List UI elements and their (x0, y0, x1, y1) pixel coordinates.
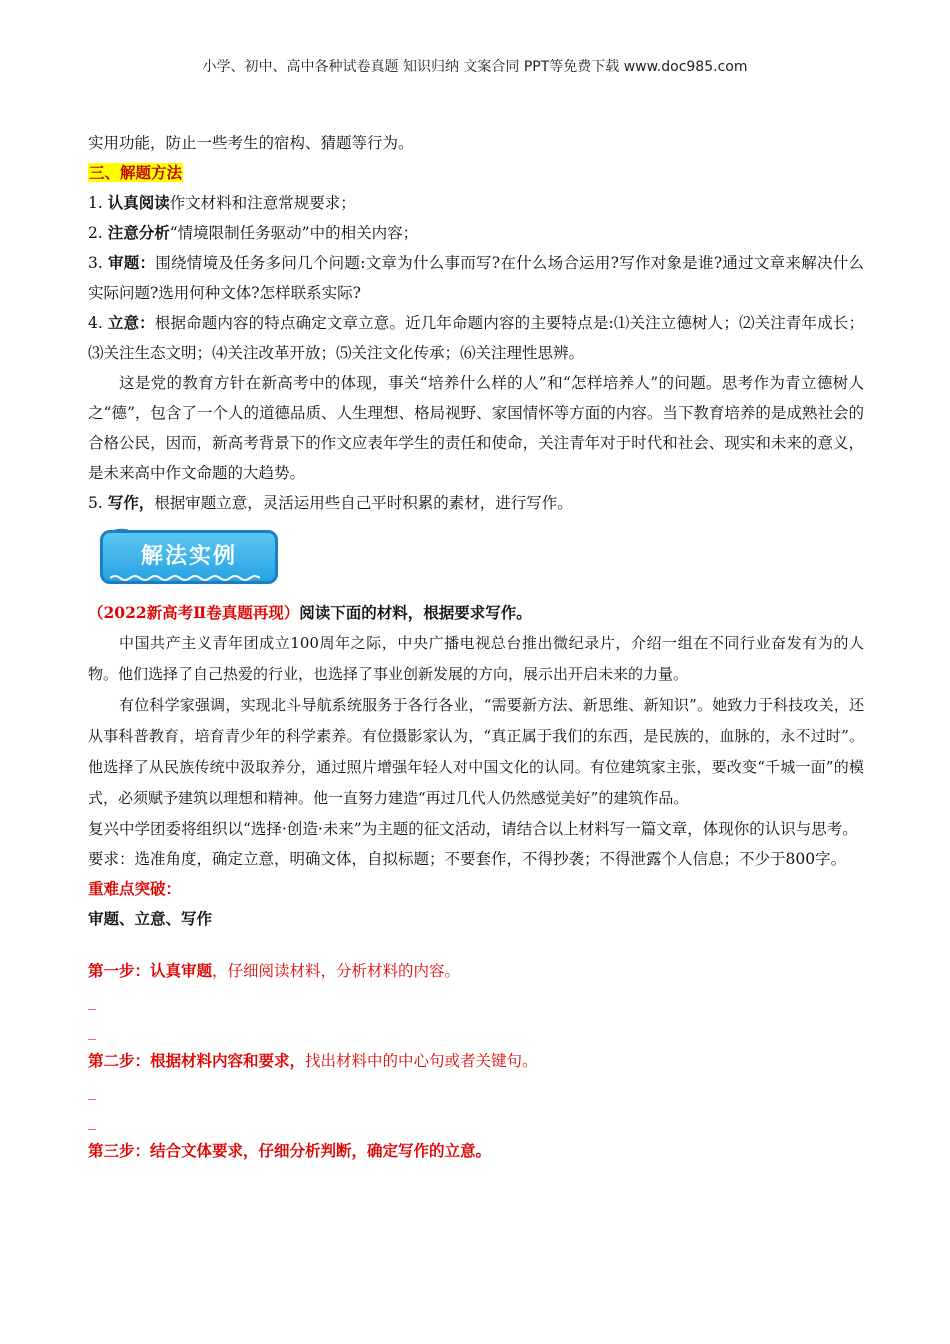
step-4: 4. 立意：根据命题内容的特点确定文章立意。近几年命题内容的主要特点是:⑴关注立德树人；⑵关注青年成长；⑶关注生态文明；⑷关注改革开放；⑸关注文化传承；⑹关注理性思辨。 (88, 313, 864, 362)
blank-line: _ (88, 1022, 96, 1040)
example-paragraph-1: 中国共产主义青年团成立100周年之际，中央广播电视总台推出微纪录片，介绍一组在不同行业奋发有为的人物。他们选择了自己热爱的行业，也选择了事业创新发展的方向，展示出开启未来的力量。 (88, 634, 864, 683)
step-2: 2. 注意分析“情境限制任务驱动”中的相关内容； (88, 223, 419, 242)
banner-label: 解法实例 (100, 530, 278, 584)
step-4-paragraph: 这是党的教育方针在新高考中的体现，事关“培养什么样的人”和“怎样培养人”的问题。思考作为青立德树人之“德”，包含了一个人的道德品质、人生理想、格局视野、家国情怀等方面的内容。当下教育培养的是成熟社会的合格公民，因而，新高考背景下的作文应表年学生的责任和使命，关注青年对于时代和社会、现实和未来的意义，是未来高中作文命题的大趋势。 (88, 374, 864, 482)
blank-line: _ (88, 1112, 96, 1130)
key-subtitle: 审题、立意、写作 (88, 909, 213, 928)
step-one: 第一步：认真审题，仔细阅读材料，分析材料的内容。 (88, 961, 461, 980)
step-three: 第三步：结合文体要求，仔细分析判断，确定写作的立意。 (88, 1141, 492, 1160)
example-banner (96, 524, 286, 588)
page-header: 小学、初中、高中各种试卷真题 知识归纳 文案合同 PPT等免费下载 www.doc985.com (202, 59, 748, 75)
step-1: 1. 认真阅读作文材料和注意常规要求； (88, 193, 356, 212)
key-title: 重难点突破： (88, 879, 182, 898)
document-body (88, 128, 864, 1166)
example-paragraph-2: 有位科学家强调，实现北斗导航系统服务于各行各业，“需要新方法、新思维、新知识”。她致力于科技攻关，还从事科普教育，培育青少年的科学素养。有位摄影家认为，“真正属于我们的东西，是民族的，血脉的，永不过时”。他选择了从民族传统中汲取养分，通过照片增强年轻人对中国文化的认同。有位建筑家主张，要改变“千城一面”的模式，必须赋予建筑以理想和精神。他一直努力建造“再过几代人仍然感觉美好”的建筑作品。 (88, 696, 864, 807)
wave-decoration (110, 574, 260, 582)
blank-line: _ (88, 992, 96, 1010)
section-title: 三、解题方法 (89, 163, 183, 182)
example-task: 复兴中学团委将组织以“选择·创造·未来”为主题的征文活动，请结合以上材料写一篇文章，体现你的认识与思考。 (88, 820, 858, 838)
step-two: 第二步：根据材料内容和要求，找出材料中的中心句或者关键句。 (88, 1051, 538, 1070)
step-3: 3. 审题：围绕情境及任务多问几个问题:文章为什么事而写?在什么场合运用?写作对象是谁?通过文章来解决什么实际问题?选用何种文体?怎样联系实际? (88, 253, 864, 302)
example-requirements: 要求：选准角度，确定立意，明确文体，自拟标题；不要套作，不得抄袭；不得泄露个人信息；不少于800字。 (88, 850, 847, 868)
blank-line: _ (88, 1082, 96, 1100)
step-5: 5. 写作，根据审题立意，灵活运用些自己平时积累的素材，进行写作。 (88, 493, 573, 512)
intro-line: 实用功能，防止一些考生的宿构、猜题等行为。 (88, 134, 414, 152)
example-heading: （2022新高考Ⅱ卷真题再现）阅读下面的材料，根据要求写作。 (88, 603, 532, 622)
